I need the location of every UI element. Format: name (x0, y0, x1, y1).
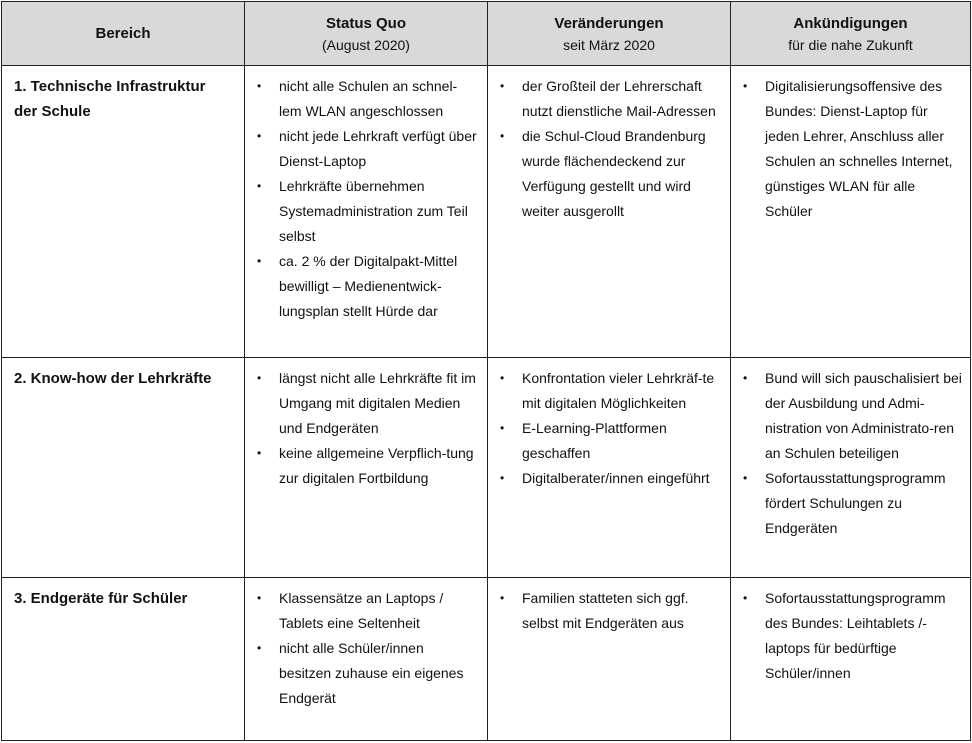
header-veraenderungen: Veränderungen seit März 2020 (488, 2, 731, 66)
area-cell: 3. Endgeräte für Schüler (2, 578, 245, 741)
list-item: • Lehrkräfte übernehmen Systemadministration zum Teil selbst (255, 174, 479, 249)
ankuendigungen-cell (731, 358, 971, 578)
header-ankuendigungen: Ankündigungen für die nahe Zukunft (731, 2, 971, 66)
list-item: • Digitalisierungsoffensive des Bundes: Dienst-Laptop für jeden Lehrer, Anschluss aller Schulen an schnelles Internet, günstiges WLAN für alle Schüler (741, 74, 962, 224)
list-item: • keine allgemeine Verpflich-tung zur digitalen Fortbildung (255, 441, 479, 491)
list-item: • E-Learning-Plattformen geschaffen (498, 416, 722, 466)
list-item: • die Schul-Cloud Brandenburg wurde flächendeckend zur Verfügung gestellt und wird weiter ausgerollt (498, 124, 722, 224)
comparison-table (1, 1, 971, 741)
area-cell: 2. Know-how der Lehrkräfte (2, 358, 245, 578)
header-row (2, 2, 971, 66)
list-item: • Digitalberater/innen eingeführt (498, 466, 722, 491)
veraenderungen-cell (488, 358, 731, 578)
list-item: • der Großteil der Lehrerschaft nutzt dienstliche Mail-Adressen (498, 74, 722, 124)
ankuendigungen-cell (731, 66, 971, 358)
list-item: • Sofortausstattungsprogramm des Bundes: Leihtablets /-laptops für bedürftige Schüler/innen (741, 586, 962, 686)
table-row (2, 66, 971, 358)
list-item: • ca. 2 % der Digitalpakt-Mittel bewilligt – Medienentwick-lungsplan stellt Hürde dar (255, 249, 479, 324)
list-item: • nicht alle Schulen an schnel-lem WLAN angeschlossen (255, 74, 479, 124)
list-item: • längst nicht alle Lehrkräfte fit im Umgang mit digitalen Medien und Endgeräten (255, 366, 479, 441)
status-quo-cell (245, 66, 488, 358)
table-row (2, 358, 971, 578)
table-row (2, 578, 971, 741)
list-item: • nicht alle Schüler/innen besitzen zuhause ein eigenes Endgerät (255, 636, 479, 711)
list-item: • Familien statteten sich ggf. selbst mit Endgeräten aus (498, 586, 722, 636)
list-item: • Bund will sich pauschalisiert bei der Ausbildung und Admi-nistration von Administrato-ren an Schulen beteiligen (741, 366, 962, 466)
veraenderungen-cell (488, 66, 731, 358)
status-quo-cell (245, 578, 488, 741)
header-status-quo: Status Quo (August 2020) (245, 2, 488, 66)
veraenderungen-cell (488, 578, 731, 741)
status-quo-cell (245, 358, 488, 578)
list-item: • Klassensätze an Laptops / Tablets eine Seltenheit (255, 586, 479, 636)
list-item: • nicht jede Lehrkraft verfügt über Dienst-Laptop (255, 124, 479, 174)
ankuendigungen-cell (731, 578, 971, 741)
list-item: • Sofortausstattungsprogramm fördert Schulungen zu Endgeräten (741, 466, 962, 541)
header-bereich: Bereich (2, 2, 245, 66)
list-item: • Konfrontation vieler Lehrkräf-te mit digitalen Möglichkeiten (498, 366, 722, 416)
area-cell: 1. Technische Infrastruktur der Schule (2, 66, 245, 358)
